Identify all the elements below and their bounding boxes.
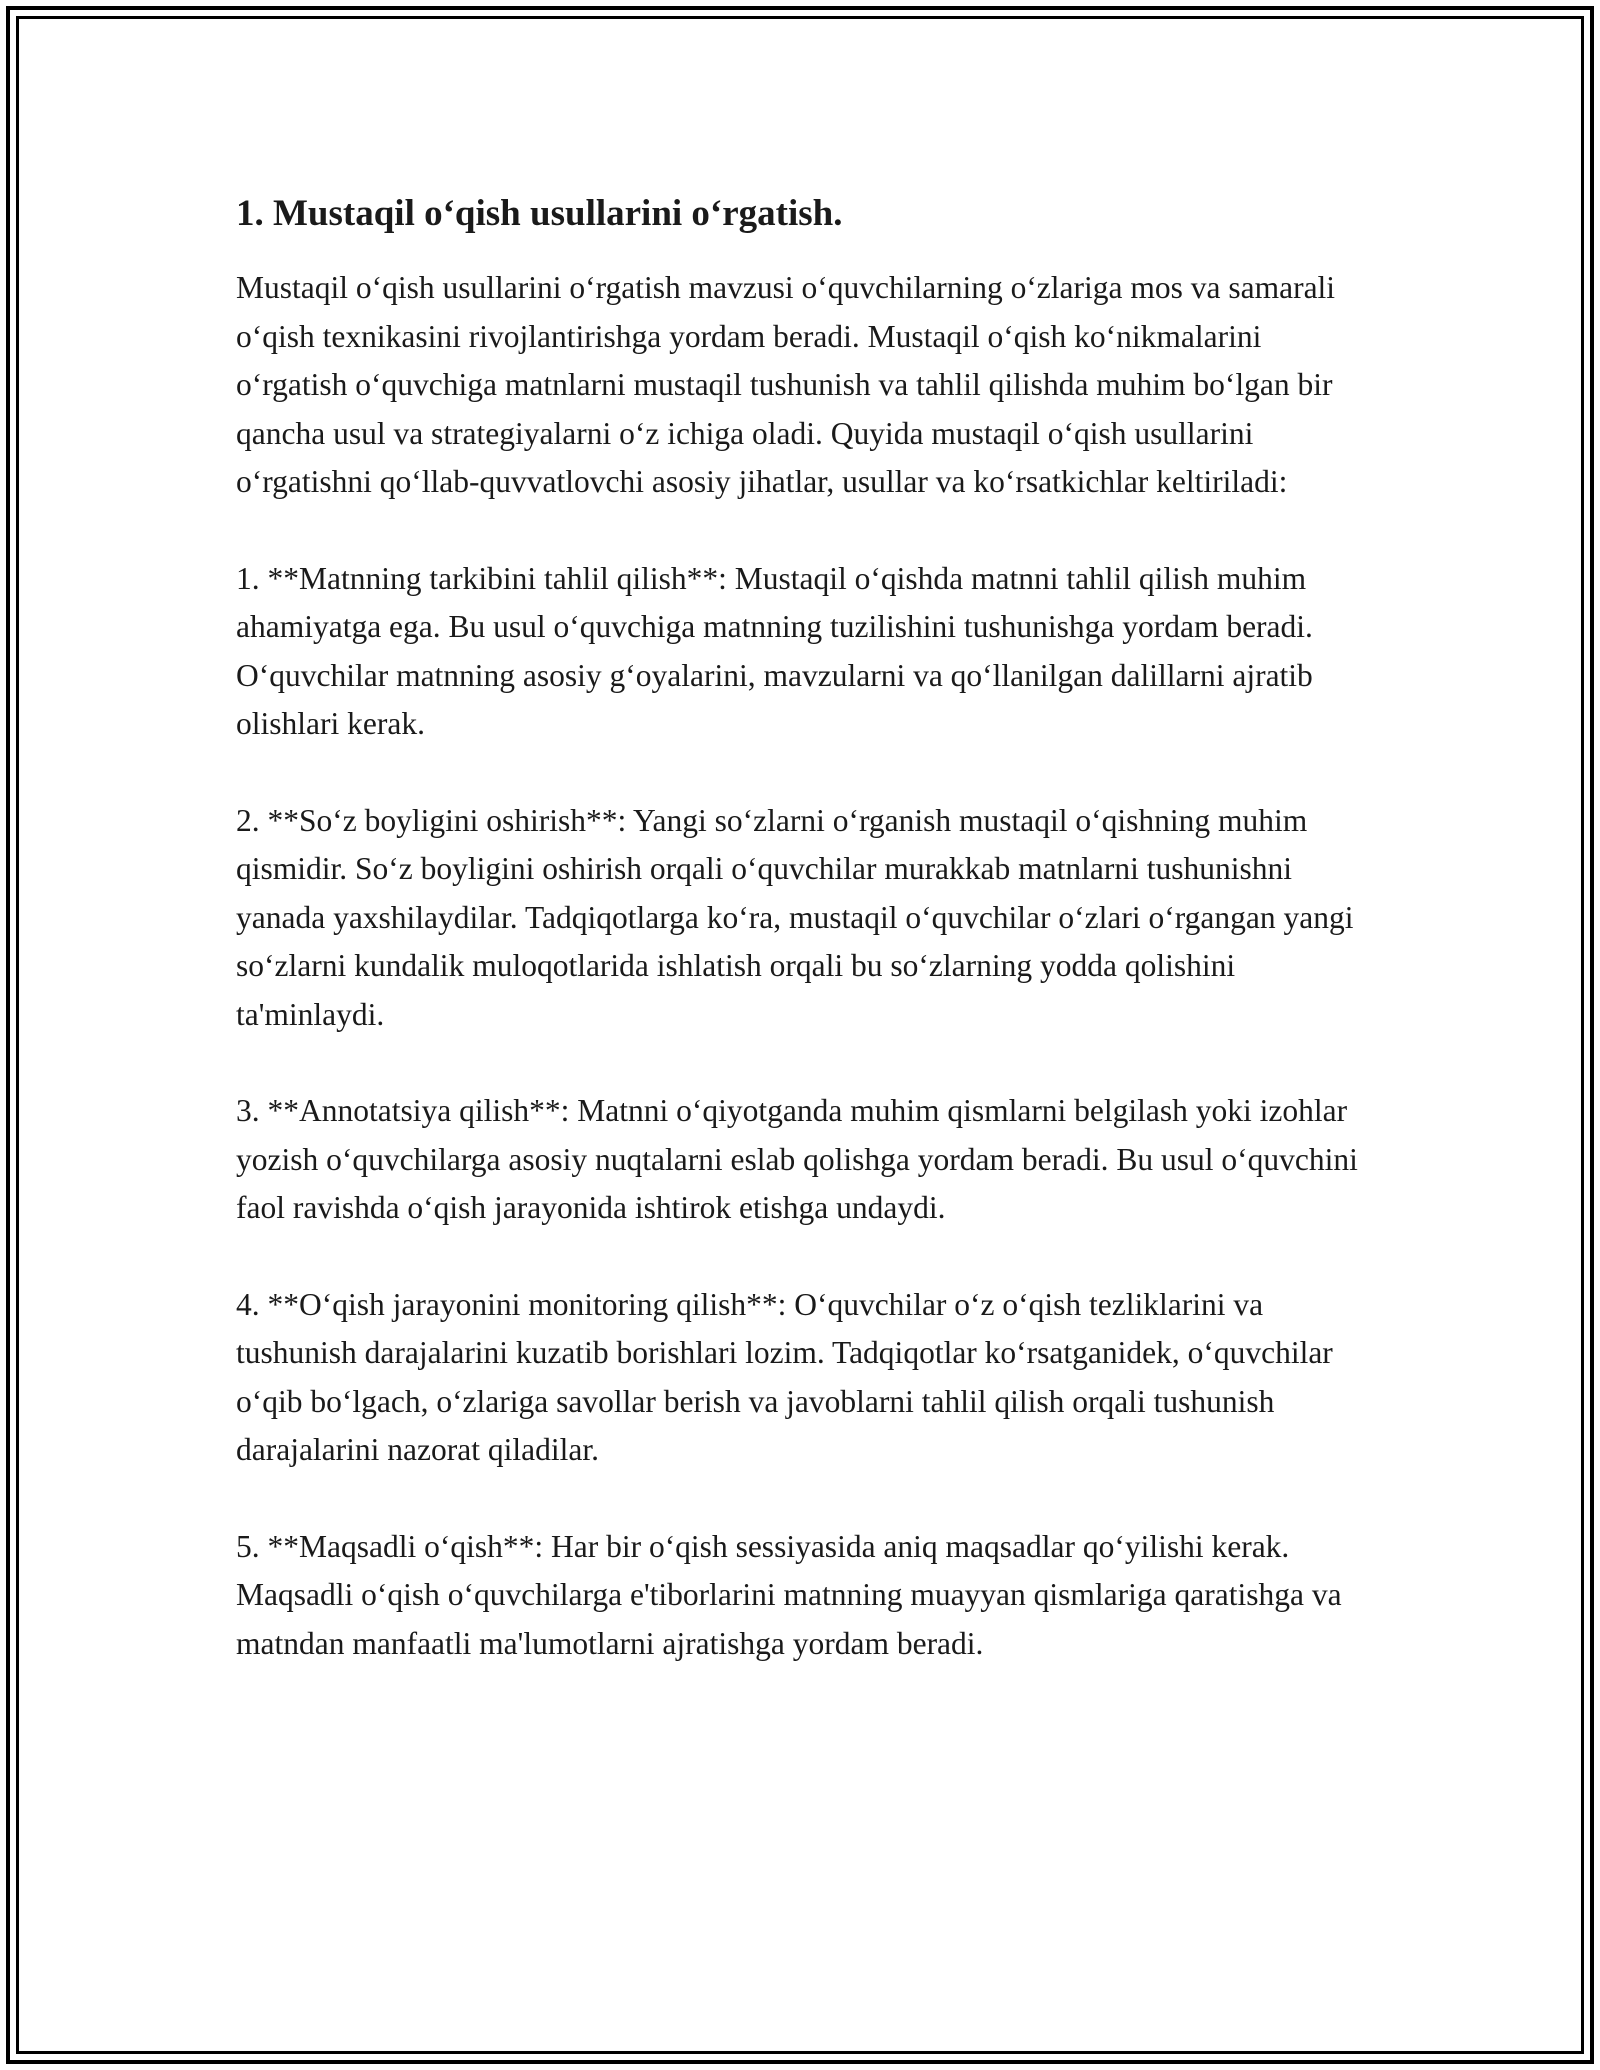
intro-paragraph: Mustaqil o‘qish usullarini o‘rgatish mavzusi o‘quvchilarning o‘zlariga mos va samarali o‘qish texnikasini rivojlantirishga yordam beradi. Mustaqil o‘qish ko‘nikmalarini o‘rgatish o‘quvchiga matnlarni mustaqil tushunish va tahlil qilishda muhim bo‘lgan bir qancha usul va strategiyalarni o‘z ichiga oladi. Quyida mustaqil o‘qish usullarini o‘rgatishni qo‘llab-quvvatlovchi asosiy jihatlar, usullar va ko‘rsatkichlar keltiriladi: xyxy=(236,270,1336,499)
list-item-annotation: 3. **Annotatsiya qilish**: Matnni o‘qiyotganda muhim qismlarni belgilash yoki izohlar yozish o‘quvchilarga asosiy nuqtalarni eslab qolishga yordam beradi. Bu usul o‘quvchini faol ravishda o‘qish jarayonida ishtirok etishga undaydi. xyxy=(236,1093,1358,1225)
list-item-purposeful-reading: 5. **Maqsadli o‘qish**: Har bir o‘qish sessiyasida aniq maqsadlar qo‘yilishi kerak. Maqsadli o‘qish o‘quvchilarga e'tiborlarini matnning muayyan qismlariga qaratishga va matndan manfaatli ma'lumotlarni ajratishga yordam beradi. xyxy=(236,1528,1342,1661)
list-item-vocabulary: 2. **So‘z boyligini oshirish**: Yangi so‘zlarni o‘rganish mustaqil o‘qishning muhim qismidir. So‘z boyligini oshirish orqali o‘quvchilar murakkab matnlarni tushunishni yanada yaxshilaydilar. Tadqiqotlarga ko‘ra, mustaqil o‘quvchilar o‘zlari o‘rgangan yangi so‘zlarni kundalik muloqotlarida ishlatish orqali bu so‘zlarning yodda qolishini ta'minlaydi. xyxy=(236,802,1354,1032)
list-item-text-structure: 1. **Matnning tarkibini tahlil qilish**: Mustaqil o‘qishda matnni tahlil qilish muhim ahamiyatga ega. Bu usul o‘quvchiga matnning tuzilishini tushunishga yordam beradi. O‘quvchilar matnning asosiy g‘oyalarini, mavzularni va qo‘llanilgan dalillarni ajratib olishlari kerak. xyxy=(236,560,1313,741)
list-item-monitoring: 4. **O‘qish jarayonini monitoring qilish**: O‘quvchilar o‘z o‘qish tezliklarini va tushunish darajalarini kuzatib borishlari lozim. Tadqiqotlar ko‘rsatganidek, o‘quvchilar o‘qib bo‘lgach, o‘zlariga savollar berish va javoblarni tahlil qilish orqali tushunish darajalarini nazorat qiladilar. xyxy=(236,1286,1333,1467)
section-heading: 1. Mustaqil o‘qish usullarini o‘rgatish. xyxy=(236,193,843,234)
document-page xyxy=(236,190,1376,1716)
